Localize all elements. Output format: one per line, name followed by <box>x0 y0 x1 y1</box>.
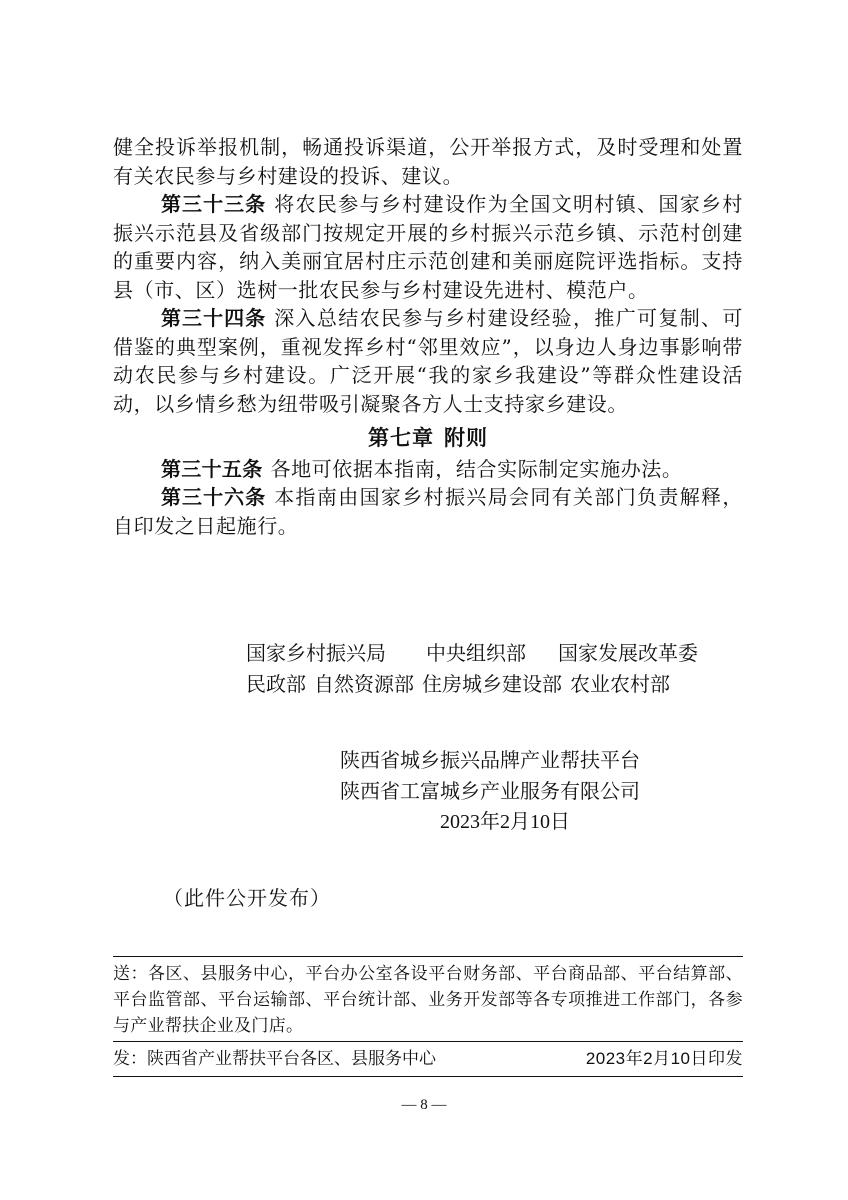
issuer-name: 国家乡村振兴局 <box>246 641 386 665</box>
article-34 <box>113 304 743 418</box>
article-33-number: 第三十三条 <box>161 192 267 216</box>
main-text <box>113 133 743 540</box>
article-36-number: 第三十六条 <box>161 485 267 509</box>
issuer-name: 自然资源部 <box>314 672 414 696</box>
article-35-number: 第三十五条 <box>161 456 263 481</box>
chapter-number: 第七章 <box>368 426 434 450</box>
issued-by: 发：陕西省产业帮扶平台各区、县服务中心 <box>113 1049 436 1069</box>
public-release-note: （此件公开发布） <box>163 886 331 910</box>
signature-date: 2023年2月10日 <box>440 811 570 833</box>
issuer-name: 民政部 <box>246 672 306 696</box>
article-33-text: 将农民参与乡村建设作为全国文明村镇、国家乡村振兴示范县及省级部门按规定开展的乡村振兴示范乡镇、示范村创建的重要内容，纳入美丽宜居村庄示范创建和美丽庭院评选指标。支持县（市、区）选树一批农民参与乡村建设先进村、模范户。 <box>113 192 744 302</box>
issue-line <box>113 1046 743 1072</box>
issuer-line-1 <box>246 638 718 669</box>
article-35-text: 各地可依据本指南，结合实际制定实施办法。 <box>270 456 683 481</box>
article-36-text: 本指南由国家乡村振兴局会同有关部门负责解释，自印发之日起施行。 <box>113 485 744 538</box>
page-number: — 8 — <box>401 1097 447 1113</box>
issuing-departments <box>246 638 718 700</box>
signature-block <box>340 745 640 838</box>
issuer-name: 农业农村部 <box>570 672 670 696</box>
article-34-number: 第三十四条 <box>161 306 267 330</box>
footer-rule-middle <box>113 1041 743 1042</box>
issuer-line-2 <box>246 669 718 700</box>
chapter-title: 附则 <box>444 426 488 450</box>
article-34-text: 深入总结农民参与乡村建设经验，推广可复制、可借鉴的典型案例，重视发挥乡村“邻里效应”，以身边人身边事影响带动农民参与乡村建设。广泛开展“我的家乡我建设”等群众性建设活动，以乡情乡愁为纽带吸引凝聚各方人士支持家乡建设。 <box>113 306 744 416</box>
issuer-name: 住房城乡建设部 <box>422 672 562 696</box>
article-36 <box>113 483 743 540</box>
article-33 <box>113 190 743 304</box>
paragraph-complaint: 健全投诉举报机制，畅通投诉渠道，公开举报方式，及时受理和处置有关农民参与乡村建设的投诉、建议。 <box>113 135 743 188</box>
signature-org-1: 陕西省城乡振兴品牌产业帮扶平台 <box>340 748 640 772</box>
issuer-name: 国家发展改革委 <box>558 641 698 665</box>
chapter-heading <box>113 424 743 453</box>
distribution-list: 送：各区、县服务中心，平台办公室各设平台财务部、平台商品部、平台结算部、平台监管部、平台运输部、平台统计部、业务开发部等各专项推进工作部门，各参与产业帮扶企业及门店。 <box>113 964 743 1036</box>
signature-org-2: 陕西省工富城乡产业服务有限公司 <box>340 779 640 803</box>
footer-rule-top <box>113 956 743 957</box>
footer-rule-bottom <box>113 1076 743 1077</box>
issued-date: 2023年2月10日印发 <box>585 1049 743 1068</box>
issuer-name: 中央组织部 <box>426 641 526 665</box>
article-35 <box>113 455 743 484</box>
